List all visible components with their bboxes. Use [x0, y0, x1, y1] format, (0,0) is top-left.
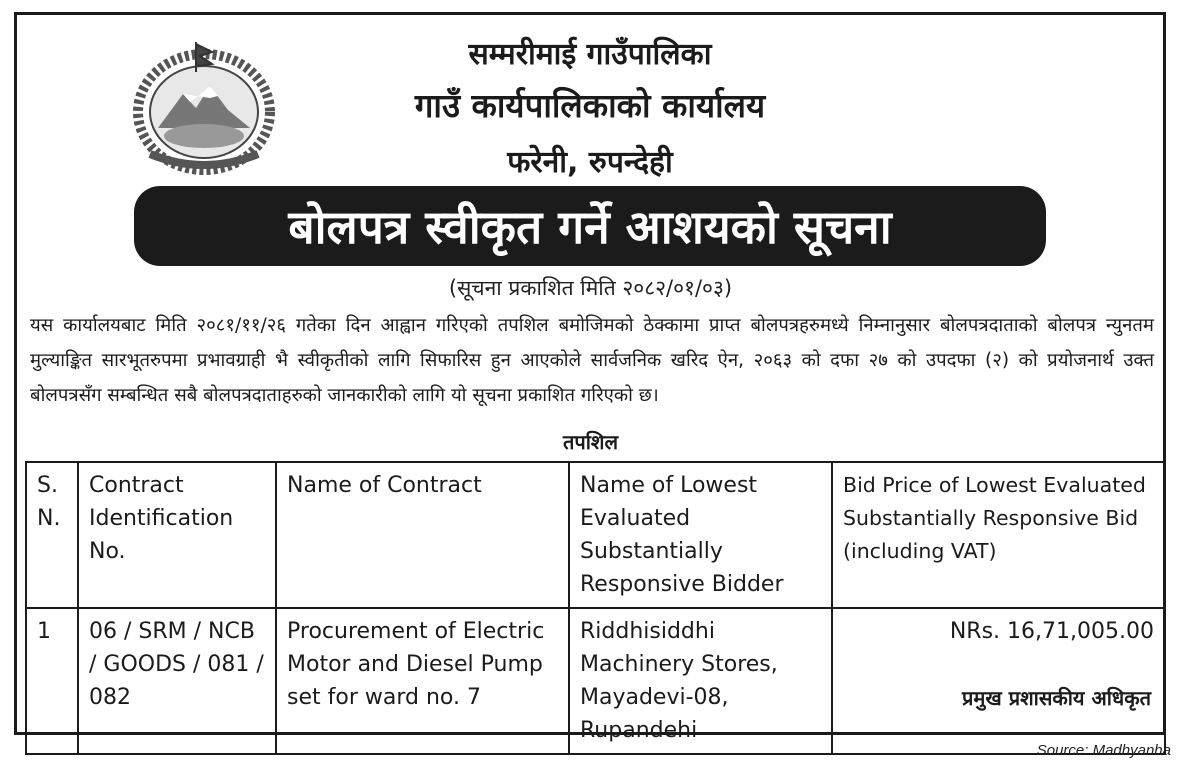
- header-sn: S. N.: [26, 462, 78, 608]
- cell-contract-name: Procurement of Electric Motor and Diesel Pump set for ward no. 7: [276, 608, 569, 754]
- office-location: फरेनी, रुपन्देही: [507, 145, 673, 180]
- notice-body: यस कार्यालयबाट मिति २०८१/११/२६ गतेका दिन आह्वान गरिएको तपशिल बमोजिमको ठेक्कामा प्राप्त बोलपत्रहरुमध्ये निम्नानुसार बोलपत्रदाताको बोलपत्र न्युनतम मुल्याङ्कित सारभूतरुपमा प्रभावग्राही भै स्वीकृतीको लागि सिफारिस हुन आएकोले सार्वजनिक खरिद ऐन, २०६३ को दफा २७ को उपदफा (२) को प्रयोजनार्थ उक्त बोलपत्रसँग सम्बन्धित सबै बोलपत्रदाताहरुको जानकारीको लागि यो सूचना प्रकाशित गरिएको छ।: [30, 315, 1154, 406]
- cell-contract-id: 06 / SRM / NCB / GOODS / 081 / 082: [78, 608, 276, 754]
- government-emblem-icon: [128, 36, 280, 176]
- header-contract-name: Name of Contract: [276, 462, 569, 608]
- notice-title-banner: [134, 186, 1046, 266]
- office-title: गाउँ कार्यपालिकाको कार्यालय: [414, 86, 766, 125]
- header-bidder: Name of Lowest Evaluated Substantially Responsive Bidder: [569, 462, 832, 608]
- header-contract-id: Contract Identification No.: [78, 462, 276, 608]
- cell-bid-price: NRs. 16,71,005.00: [832, 608, 1165, 754]
- table-caption: तपशिल: [562, 430, 619, 454]
- published-date: (सूचना प्रकाशित मिति २०८२/०१/०३): [448, 276, 733, 300]
- header-bid-price: Bid Price of Lowest Evaluated Substantially Responsive Bid (including VAT): [832, 462, 1165, 608]
- table-header-row: [26, 462, 1165, 608]
- table-row: [26, 608, 1165, 754]
- cell-bidder: Riddhisiddhi Machinery Stores, Mayadevi-08, Rupandehi: [569, 608, 832, 754]
- signatory-title: प्रमुख प्रशासकीय अधिकृत: [962, 686, 1151, 710]
- notice-title: बोलपत्र स्वीकृत गर्ने आशयको सूचना: [288, 200, 892, 254]
- office-name: सम्मरीमाई गाउँपालिका: [468, 37, 712, 72]
- source-credit: Source: Madhyanha: [1036, 742, 1171, 759]
- cell-sn: 1: [26, 608, 78, 754]
